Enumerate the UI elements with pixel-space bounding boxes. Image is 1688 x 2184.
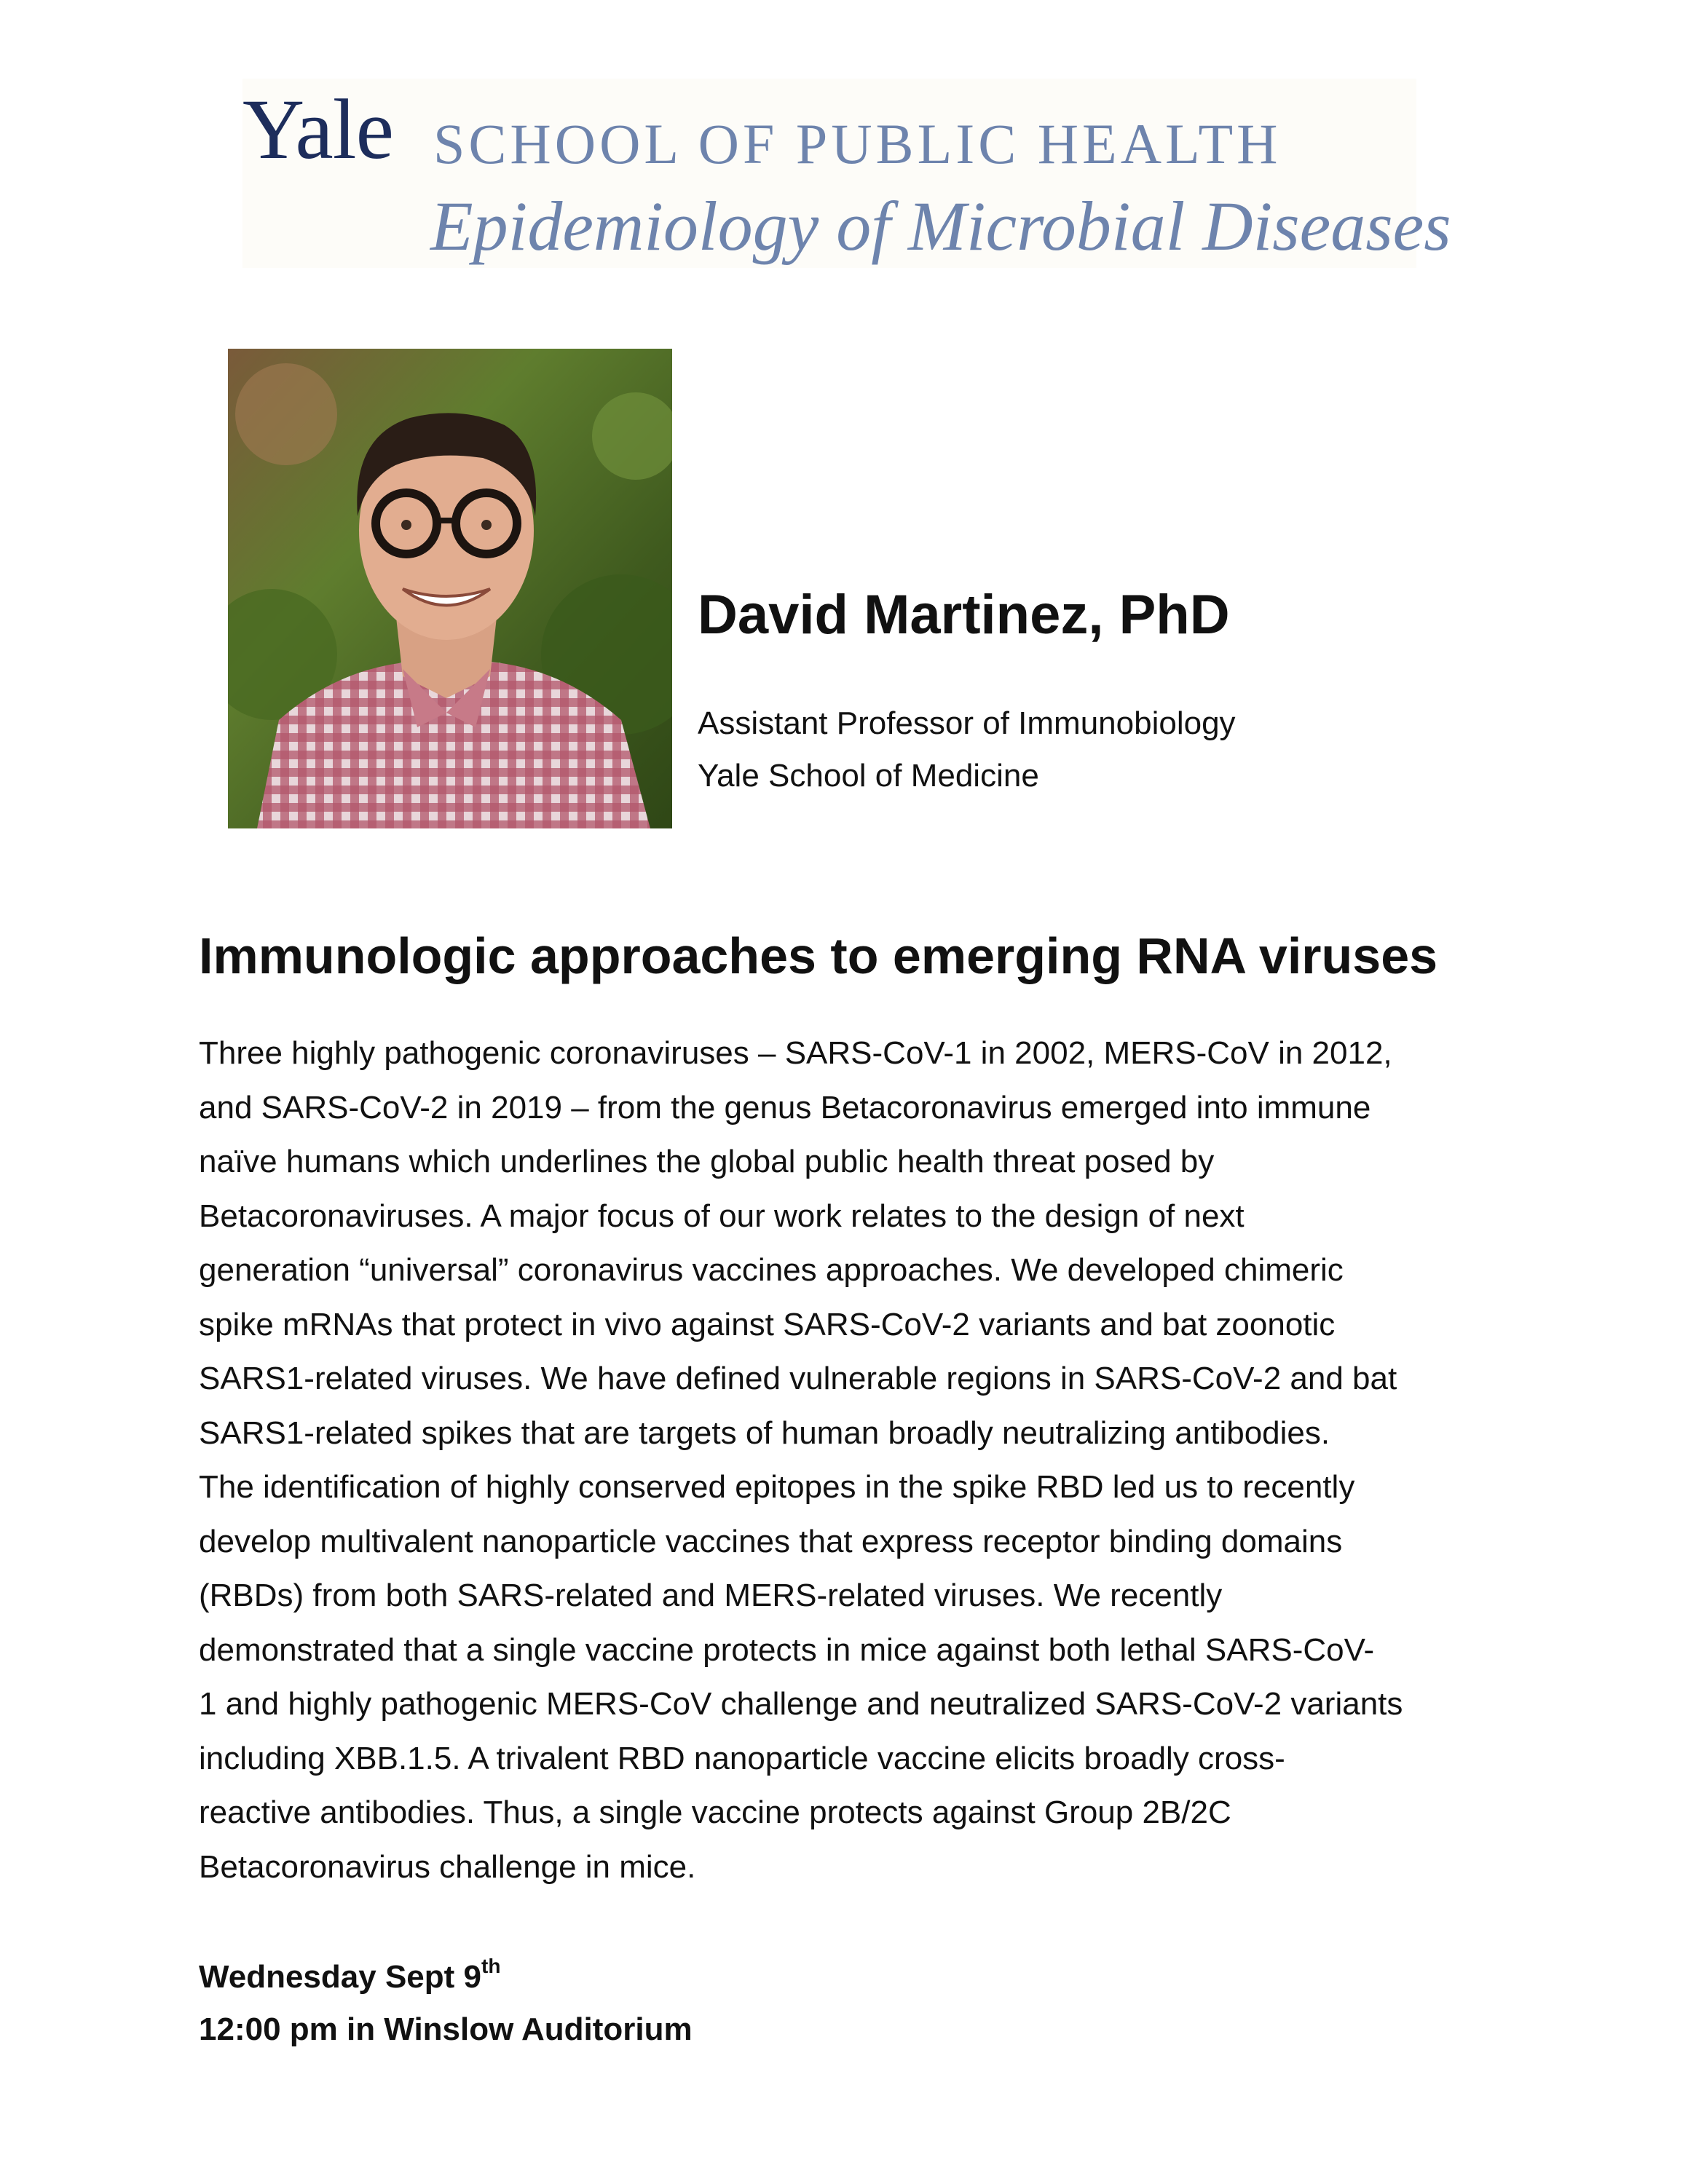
abstract-line: SARS1-related spikes that are targets of human broadly neutralizing antibodies. — [199, 1415, 1330, 1451]
abstract-line: Three highly pathogenic coronaviruses – SARS-CoV-1 in 2002, MERS-CoV in 2012, — [199, 1035, 1392, 1071]
speaker-title: Assistant Professor of Immunobiology — [698, 705, 1236, 741]
event-time-location: 12:00 pm in Winslow Auditorium — [199, 2011, 693, 2047]
logo-department-name: Epidemiology of Microbial Diseases — [430, 187, 1451, 265]
abstract-line: develop multivalent nanoparticle vaccines that express receptor binding domains — [199, 1523, 1343, 1559]
abstract-line: demonstrated that a single vaccine protects in mice against both lethal SARS-CoV- — [199, 1631, 1375, 1668]
abstract-line: including XBB.1.5. A trivalent RBD nanoparticle vaccine elicits broadly cross- — [199, 1740, 1285, 1776]
speaker-photo — [228, 349, 672, 828]
speaker-affiliation: Yale School of Medicine — [698, 758, 1039, 794]
logo-school-name: SCHOOL OF PUBLIC HEALTH — [433, 112, 1282, 175]
abstract-line: generation “universal” coronavirus vaccines approaches. We developed chimeric — [199, 1252, 1344, 1288]
abstract-line: and SARS-CoV-2 in 2019 – from the genus Betacoronavirus emerged into immune — [199, 1089, 1371, 1125]
talk-title: Immunologic approaches to emerging RNA viruses — [199, 927, 1438, 984]
event-day-suffix: th — [481, 1955, 501, 1977]
logo-yale-wordmark: Yale — [242, 82, 393, 177]
speaker-name: David Martinez, PhD — [698, 584, 1230, 646]
abstract-line: 1 and highly pathogenic MERS-CoV challenge and neutralized SARS-CoV-2 variants — [199, 1686, 1403, 1722]
abstract-line: reactive antibodies. Thus, a single vaccine protects against Group 2B/2C — [199, 1795, 1231, 1830]
abstract-line: The identification of highly conserved epitopes in the spike RBD led us to recently — [199, 1469, 1355, 1505]
abstract-line: Betacoronavirus challenge in mice. — [199, 1848, 696, 1885]
abstract-line: spike mRNAs that protect in vivo against SARS-CoV-2 variants and bat zoonotic — [199, 1306, 1336, 1342]
school-logo-header — [242, 79, 1451, 268]
event-day-text: Wednesday Sept 9 — [199, 1959, 481, 1995]
abstract-line: naïve humans which underlines the global public health threat posed by — [199, 1144, 1215, 1179]
abstract-line: (RBDs) from both SARS-related and MERS-related viruses. We recently — [199, 1578, 1223, 1613]
abstract-line: Betacoronaviruses. A major focus of our work relates to the design of next — [199, 1198, 1245, 1234]
talk-abstract — [199, 1026, 1510, 1894]
event-date — [199, 1951, 500, 2003]
abstract-line: SARS1-related viruses. We have defined vulnerable regions in SARS-CoV-2 and bat — [199, 1361, 1397, 1396]
